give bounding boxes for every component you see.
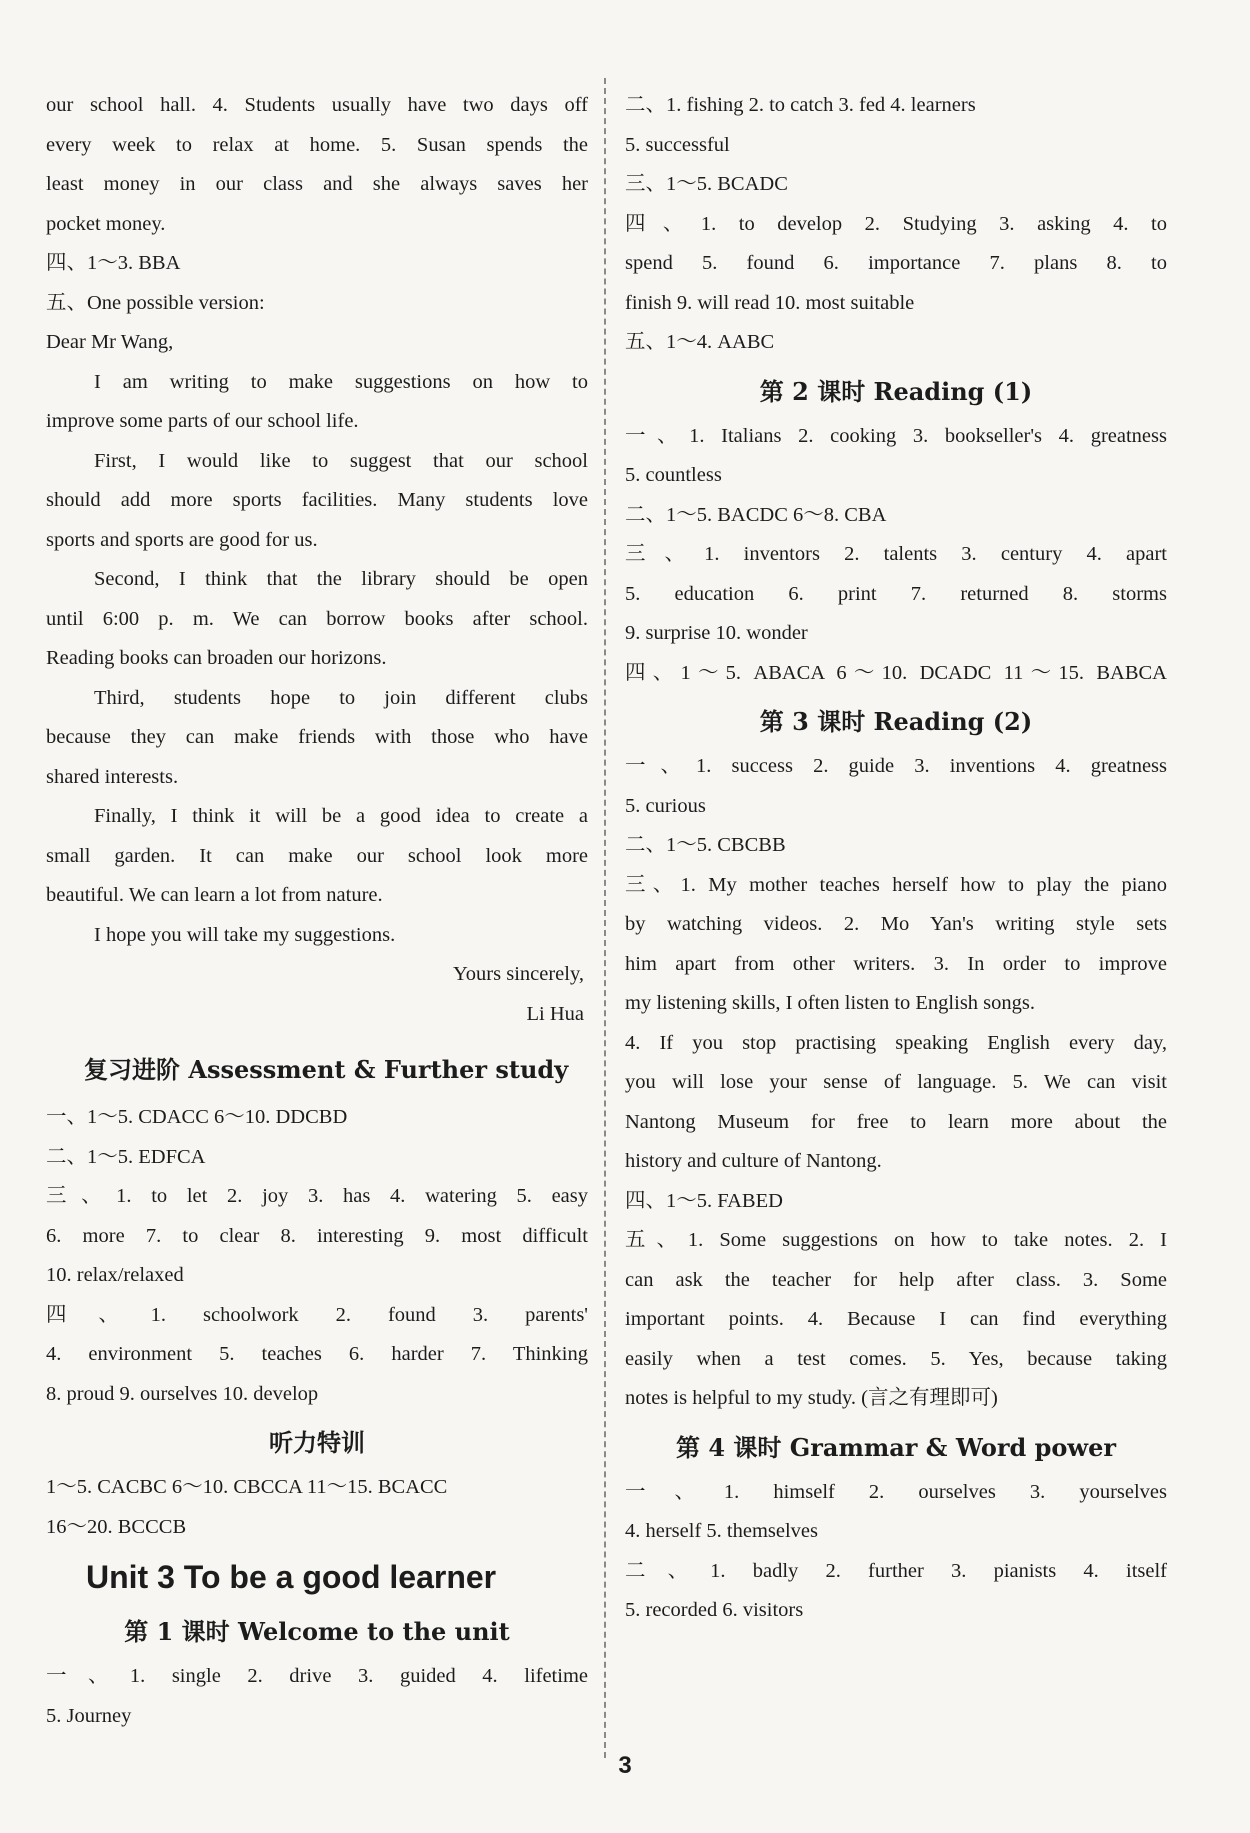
answer-line: 三、1～5. BCADC	[625, 173, 788, 195]
answer-line: 三、1. to let 2. joy 3. has 4. watering 5. easy	[46, 1185, 588, 1207]
answer-line: 四、1～5. FABED	[625, 1189, 783, 1212]
answer-line: important points. 4. Because I can find everything	[625, 1308, 1167, 1330]
answer-line: First, I would like to suggest that our school	[94, 449, 588, 472]
answer-line: can ask the teacher for help after class. 3. Some	[625, 1268, 1167, 1291]
answer-line: 四、1. schoolwork 2. found 3. parents'	[46, 1303, 588, 1326]
lesson-heading: 听力特训	[269, 1428, 365, 1457]
lesson-heading: 第 3 课时 Reading (2)	[759, 707, 1033, 736]
answer-line: easily when a test comes. 5. Yes, because taking	[625, 1347, 1167, 1370]
answer-line: 五、1. Some suggestions on how to take notes. 2. I	[625, 1229, 1167, 1251]
answer-line: 8. proud 9. ourselves 10. develop	[46, 1382, 319, 1405]
answer-line: I hope you will take my suggestions.	[94, 923, 396, 946]
answer-line: 二、1～5. EDFCA	[46, 1145, 206, 1168]
lesson-heading: 第 1 课时 Welcome to the unit	[124, 1617, 510, 1646]
answer-line: Reading books can broaden our horizons.	[46, 647, 387, 669]
answer-line: 4. If you stop practising speaking English every day,	[625, 1031, 1167, 1054]
answer-line: 二、1. fishing 2. to catch 3. fed 4. learners	[625, 94, 976, 116]
answer-line: 五、1～4. AABC	[625, 331, 775, 353]
answer-line: should add more sports facilities. Many students love	[46, 489, 588, 511]
section-heading: 复习进阶 Assessment & Further study	[84, 1055, 569, 1084]
answer-line: 二、1～5. BACDC 6～8. CBA	[625, 503, 887, 526]
answer-line: Third, students hope to join different clubs	[94, 686, 588, 709]
answer-line: improve some parts of our school life.	[46, 410, 359, 432]
answer-line: 四、1. to develop 2. Studying 3. asking 4. to	[625, 212, 1167, 235]
answer-line: 三、1. inventors 2. talents 3. century 4. apart	[625, 543, 1167, 565]
answer-line: notes is helpful to my study. (言之有理即可)	[625, 1387, 998, 1409]
answer-line: 5. recorded 6. visitors	[625, 1599, 804, 1621]
answer-line: 一、1. himself 2. ourselves 3. yourselves	[625, 1480, 1167, 1503]
answer-line: 9. surprise 10. wonder	[625, 622, 808, 644]
answer-line: 一、1. success 2. guide 3. inventions 4. greatness	[625, 755, 1167, 777]
page-number: 3	[618, 1752, 632, 1779]
lesson-heading: 第 2 课时 Reading (1)	[759, 376, 1033, 406]
answer-line: until 6:00 p. m. We can borrow books after school.	[46, 607, 588, 630]
unit-title: Unit 3 To be a good learner	[86, 1559, 497, 1595]
answer-line: 6. more 7. to clear 8. interesting 9. most difficult	[46, 1224, 588, 1247]
answer-line: pocket money.	[46, 212, 166, 235]
answer-line: 五、One possible version:	[46, 291, 265, 314]
answer-line: my listening skills, I often listen to English songs.	[625, 992, 1035, 1014]
answer-line: you will lose your sense of language. 5. We can visit	[625, 1071, 1167, 1093]
answer-line: finish 9. will read 10. most suitable	[625, 291, 915, 314]
answer-line: 一、1～5. CDACC 6～10. DDCBD	[46, 1106, 348, 1128]
lesson-heading: 第 4 课时 Grammar & Word power	[676, 1432, 1116, 1462]
answer-line: sports and sports are good for us.	[46, 528, 318, 551]
answer-line: I am writing to make suggestions on how to	[94, 370, 588, 393]
answer-line: him apart from other writers. 3. In order to improve	[625, 952, 1167, 975]
answer-line: 4. herself 5. themselves	[625, 1520, 818, 1542]
answer-line: least money in our class and she always saves her	[46, 173, 588, 195]
answer-line: 四、1～3. BBA	[46, 252, 181, 274]
answer-line: 一、1. Italians 2. cooking 3. bookseller's 4. greatness	[625, 424, 1167, 447]
answer-line: 10. relax/relaxed	[46, 1264, 184, 1286]
answer-line: 16～20. BCCCB	[46, 1515, 187, 1538]
answer-line: our school hall. 4. Students usually have two days off	[46, 94, 588, 116]
answer-line: every week to relax at home. 5. Susan spends the	[46, 133, 588, 156]
answer-line: Li Hua	[526, 1002, 584, 1025]
answer-line: 1～5. CACBC 6～10. CBCCA 11～15. BCACC	[46, 1476, 448, 1498]
answer-line: small garden. It can make our school look more	[46, 844, 588, 867]
answer-line: 5. successful	[625, 133, 730, 156]
right-column	[625, 86, 1167, 1631]
answer-line: 四、1～5. ABACA 6～10. DCADC 11～15. BABCA	[625, 661, 1167, 684]
answer-line: Yours sincerely,	[453, 963, 584, 985]
answer-line: Nantong Museum for free to learn more about the	[625, 1110, 1167, 1133]
answer-line: spend 5. found 6. importance 7. plans 8. to	[625, 252, 1167, 274]
answer-line: Second, I think that the library should be open	[94, 568, 588, 590]
left-column	[46, 86, 588, 1736]
column-divider	[604, 78, 606, 1758]
answer-line: beautiful. We can learn a lot from nature.	[46, 884, 383, 906]
answer-line: history and culture of Nantong.	[625, 1150, 882, 1172]
answer-line: shared interests.	[46, 765, 179, 788]
answer-line: 4. environment 5. teaches 6. harder 7. Thinking	[46, 1343, 588, 1365]
answer-line: 二、1. badly 2. further 3. pianists 4. itself	[625, 1559, 1167, 1582]
answer-line: Dear Mr Wang,	[46, 331, 174, 353]
answer-line: because they can make friends with those who have	[46, 726, 588, 748]
answer-line: 三、1. My mother teaches herself how to play the piano	[625, 873, 1167, 896]
answer-line: 5. education 6. print 7. returned 8. storms	[625, 582, 1167, 605]
answer-line: 5. Journey	[46, 1704, 132, 1727]
answer-line: 5. curious	[625, 794, 706, 817]
answer-line: 二、1～5. CBCBB	[625, 834, 786, 856]
answer-line: Finally, I think it will be a good idea to create a	[94, 805, 588, 827]
answer-line: by watching videos. 2. Mo Yan's writing style sets	[625, 913, 1167, 935]
answer-line: 5. countless	[625, 464, 722, 486]
answer-line: 一、1. single 2. drive 3. guided 4. lifetime	[46, 1665, 588, 1687]
